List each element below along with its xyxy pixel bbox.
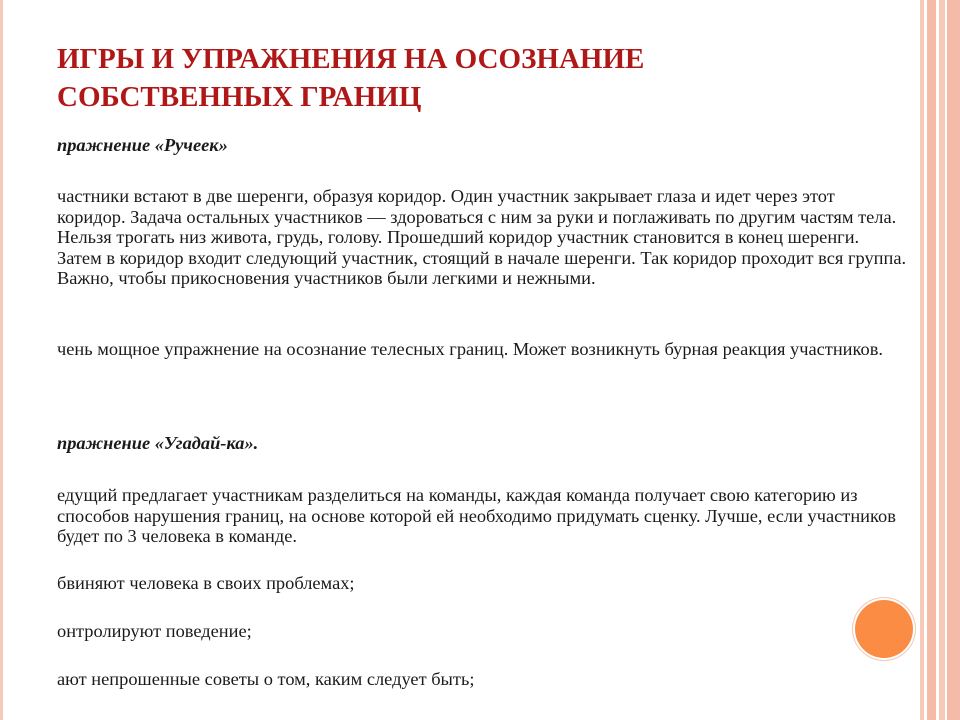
exercise-description: частники встают в две шеренги, образуя коридор. Один участник закрывает глаза и идет через этот коридор. Задача остальных участников — здороваться с ним за руки и поглаживать по другим частям тела. Нельзя трогать низ живота, грудь, голову. Прошедший коридор участник становится в конец шеренги. Затем в коридор входит следующий участник, стоящий в начале шеренги. Так коридор проходит вся группа. Важно, чтобы прикосновения участников были легкими и нежными. <box>57 186 907 288</box>
left-edge-stripe <box>0 0 3 720</box>
exercise-heading-ugadai-ka: пражнение «Угадай-ка». <box>57 433 259 453</box>
list-item: онтролируют поведение; <box>57 621 252 641</box>
exercise-description: едущий предлагает участникам разделиться на команды, каждая команда получает свою категорию из способов нарушения границ, на основе которой ей необходимо придумать сценку. Лучше, если участников будет по 3 человека в команде. <box>57 485 896 546</box>
exercise-heading-rucheek: пражнение «Ручеек» <box>57 135 228 155</box>
list-item: бвиняют человека в своих проблемах; <box>57 573 355 593</box>
stripe <box>927 0 936 720</box>
list-item: ают непрошенные советы о том, каким следует быть; <box>57 669 475 689</box>
stripe <box>947 0 960 720</box>
exercise-note: чень мощное упражнение на осознание телесных границ. Может возникнуть бурная реакция участников. <box>57 339 883 359</box>
title-line-1: ИГРЫ И УПРАЖНЕНИЯ НА ОСОЗНАНИЕ <box>57 43 645 75</box>
slide-title <box>57 40 817 116</box>
decorative-stripes <box>920 0 960 720</box>
title-line-2: СОБСТВЕННЫХ ГРАНИЦ <box>57 81 422 113</box>
